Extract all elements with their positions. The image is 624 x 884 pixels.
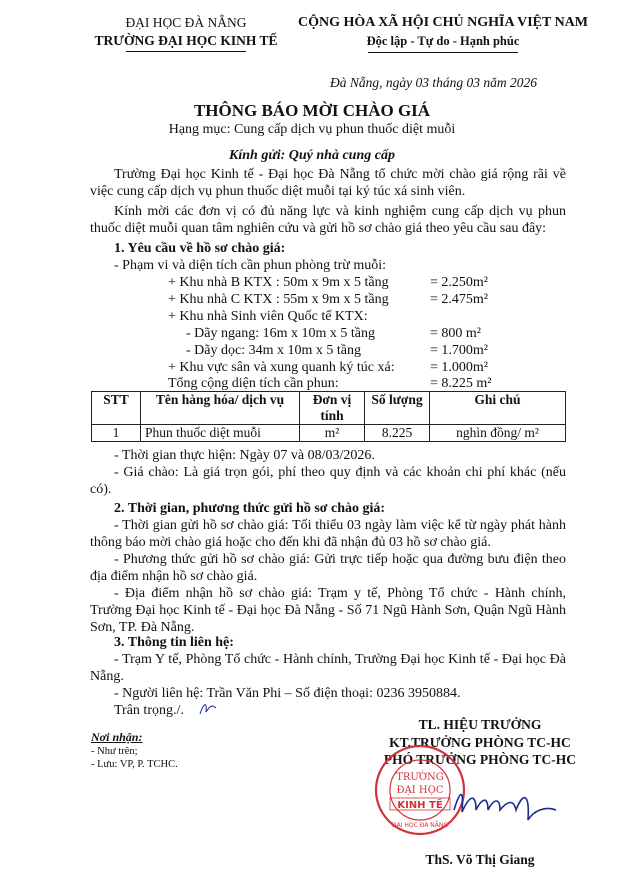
closing: Trân trọng./. (114, 703, 184, 718)
header-item: Tên hàng hóa/ dịch vụ (141, 392, 300, 425)
row-vertical-value: = 1.700m² (430, 343, 488, 358)
section3-heading: 3. Thông tin liên hệ: (114, 635, 234, 650)
org-header (76, 14, 296, 52)
recipient-item: - Lưu: VP, P. TCHC. (91, 759, 178, 770)
section2-p1: - Thời gian gửi hồ sơ chào giá: Tối thiểu 03 ngày làm việc kể từ ngày phát hành thông báo mời chào giá hoặc cho đến khi đã nhận đủ 03 hồ sơ chào giá. (90, 518, 566, 550)
signature-line-1: TL. HIỆU TRƯỞNG (418, 717, 542, 732)
total-value: = 8.225 m² (430, 376, 492, 391)
svg-text:KINH TẾ: KINH TẾ (397, 800, 443, 811)
area-c-label: + Khu nhà C KTX : 55m x 9m x 5 tầng (168, 292, 389, 307)
table-header-row (92, 392, 566, 425)
date-line: Đà Nẵng, ngày 03 tháng 03 năm 2026 (330, 75, 537, 90)
signature-line-2: KT.TRƯỞNG PHÒNG TC-HC (389, 735, 571, 750)
section2-p2: - Phương thức gửi hồ sơ chào giá: Gửi trực tiếp hoặc qua đường bưu điện theo địa điểm nhận hồ sơ chào giá. (90, 552, 566, 584)
signer-name: ThS. Võ Thị Giang (425, 852, 535, 867)
intro-paragraph-1: Trường Đại học Kinh tế - Đại học Đà Nẵng tổ chức mời chào giá rộng rãi về việc cung cấp dịch vụ phun thuốc diệt muỗi tại ký túc xá sinh viên. (90, 167, 566, 199)
section3-p2: - Người liên hệ: Trần Văn Phi – Số điện thoại: 0236 3950884. (114, 686, 461, 701)
header-unit: Đơn vị tính (300, 392, 365, 425)
execution-time: - Thời gian thực hiện: Ngày 07 và 08/03/2026. (114, 448, 375, 463)
section1-heading: 1. Yêu cầu về hồ sơ chào giá: (114, 241, 286, 256)
motto: Độc lập - Tự do - Hạnh phúc (366, 34, 520, 48)
svg-text:ĐẠI HỌC: ĐẠI HỌC (396, 785, 444, 796)
table-row (92, 425, 566, 442)
yard-value: = 1.000m² (430, 360, 488, 375)
svg-text:TRƯỜNG: TRƯỜNG (396, 772, 444, 783)
org-parent: ĐẠI HỌC ĐÀ NẴNG (125, 15, 247, 30)
goods-table (91, 391, 566, 442)
intro-paragraph-2: Kính mời các đơn vị có đủ năng lực và kinh nghiệm cung cấp dịch vụ phun thuốc diệt muỗi quan tâm nghiên cứu và gửi hồ sơ chào giá theo yêu cầu sau đây: (90, 204, 566, 236)
svg-text:ĐẠI HỌC ĐÀ NẴNG: ĐẠI HỌC ĐÀ NẴNG (391, 822, 449, 829)
cell-quantity: 8.225 (365, 425, 430, 442)
row-horizontal-label: - Dãy ngang: 16m x 10m x 5 tầng (186, 326, 375, 341)
recipients-title: Nơi nhận: (91, 730, 143, 744)
document-title: THÔNG BÁO MỜI CHÀO GIÁ (193, 101, 431, 120)
header-note: Ghi chú (430, 392, 566, 425)
handwritten-signature (450, 780, 560, 830)
row-vertical-label: - Dãy dọc: 34m x 10m x 5 tầng (186, 343, 361, 358)
document-subtitle: Hạng mục: Cung cấp dịch vụ phun thuốc diệt muỗi (168, 122, 456, 137)
total-label: Tổng cộng diện tích cần phun: (168, 376, 339, 391)
recipient-item: - Như trên; (91, 746, 138, 757)
section2-heading: 2. Thời gian, phương thức gửi hồ sơ chào giá: (114, 501, 386, 516)
national-header (282, 13, 604, 53)
yard-label: + Khu vực sân và xung quanh ký túc xá: (168, 360, 395, 375)
greeting: Kính gửi: Quý nhà cung cấp (229, 148, 395, 163)
motto-underline (368, 52, 518, 53)
initials-mark (198, 700, 220, 718)
area-b-label: + Khu nhà B KTX : 50m x 9m x 5 tầng (168, 275, 389, 290)
section2-p3: - Địa điểm nhận hồ sơ chào giá: Trạm y tế, Phòng Tổ chức - Hành chính, Trường Đại học Kinh tế - Đại học Đà Nẵng - Số 71 Ngũ Hành Sơn, Quận Ngũ Hành Sơn, TP. Đà Nẵng. (90, 586, 566, 635)
org-underline (126, 51, 246, 52)
section3-p1: - Trạm Y tế, Phòng Tổ chức - Hành chính, Trường Đại học Kinh tế - Đại học Đà Nẵng. (90, 652, 566, 684)
country-name: CỘNG HÒA XÃ HỘI CHỦ NGHĨA VIỆT NAM (297, 15, 588, 30)
cell-note: nghìn đồng/ m² (430, 425, 566, 442)
header-stt: STT (92, 392, 141, 425)
area-c-value: = 2.475m² (430, 292, 488, 307)
signature-line-3: PHÓ TRƯỞNG PHÒNG TC-HC (383, 752, 577, 767)
org-name: TRƯỜNG ĐẠI HỌC KINH TẾ (94, 33, 278, 48)
cell-stt: 1 (92, 425, 141, 442)
price-note: - Giá chào: Là giá trọn gói, phí theo quy định và các khoản chi phí khác (nếu có). (90, 465, 566, 497)
intl-area-label: + Khu nhà Sinh viên Quốc tế KTX: (168, 309, 368, 324)
cell-unit: m² (300, 425, 365, 442)
row-horizontal-value: = 800 m² (430, 326, 481, 341)
header-quantity: Số lượng (365, 392, 430, 425)
cell-item: Phun thuốc diệt muỗi (141, 425, 300, 442)
scope-line: - Phạm vi và diện tích cần phun phòng trừ muỗi: (114, 258, 386, 273)
area-b-value: = 2.250m² (430, 275, 488, 290)
